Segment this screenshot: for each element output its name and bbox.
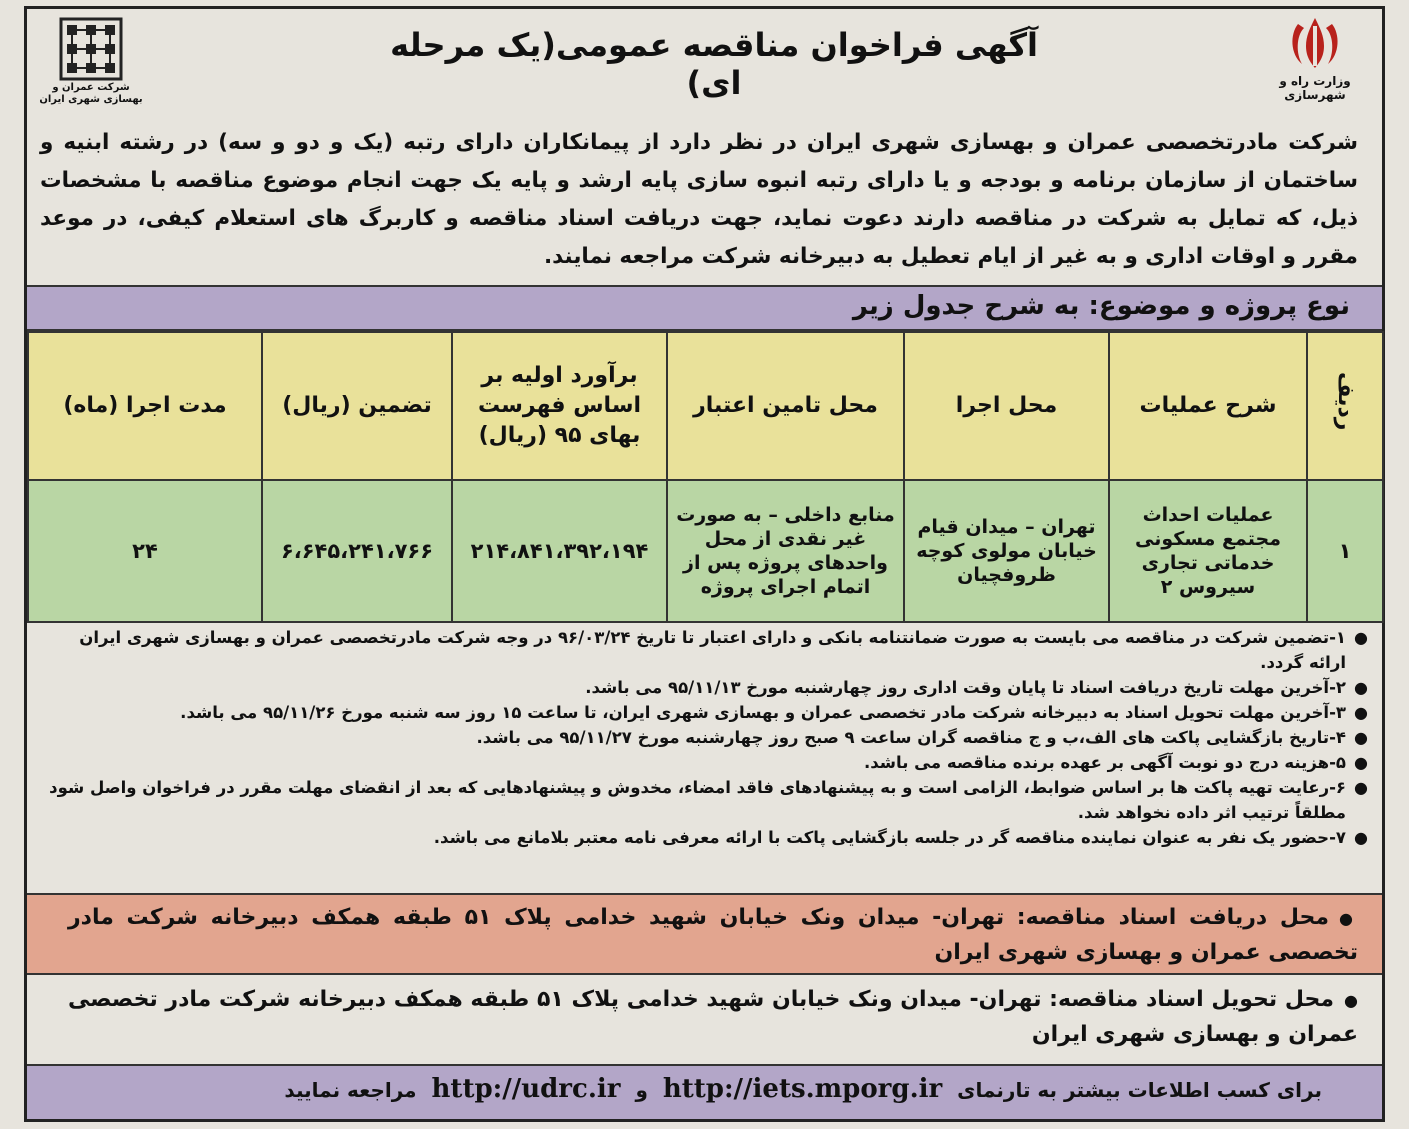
notice-header	[24, 6, 1385, 134]
cell-estimate: ۲۱۴،۸۴۱،۳۹۲،۱۹۴	[452, 480, 667, 622]
header-funding: محل تامین اعتبار	[667, 332, 904, 480]
list-item	[40, 725, 1370, 750]
notice-title: آگهی فراخوان مناقصه عمومی(یک مرحله ای)	[390, 26, 1038, 102]
header-operation: شرح عملیات	[1109, 332, 1307, 480]
header-estimate: برآورد اولیه بر اساس فهرست بهای ۹۵ (ریال)	[452, 332, 667, 480]
list-item	[40, 625, 1370, 675]
deliver-place-text: محل تحویل اسناد مناقصه: تهران- میدان ونک خیابان شهید خدامی پلاک ۵۱ طبقه همکف دبیرخانه شرکت مادر تخصصی عمران و بهسازی شهری ایران	[68, 987, 1358, 1047]
iran-emblem	[1265, 14, 1365, 124]
subject-heading: نوع پروژه و موضوع: به شرح جدول زیر	[852, 291, 1350, 321]
company-name: شرکت عمران و بهسازی شهری ایران	[39, 82, 143, 105]
cell-guarantee: ۶،۶۴۵،۲۴۱،۷۶۶	[262, 480, 452, 622]
footer-line	[284, 1074, 1322, 1104]
bullet-icon: ●	[1354, 728, 1368, 747]
list-item	[40, 825, 1370, 850]
cell-funding: منابع داخلی – به صورت غیر نقدی از محل واحدهای پروژه پس از اتمام اجرای پروژه	[667, 480, 904, 622]
conditions-list	[40, 625, 1370, 850]
footer-suffix: مراجعه نمایید	[284, 1078, 417, 1102]
bullet-icon: ●	[1354, 703, 1368, 722]
list-item	[40, 775, 1370, 825]
website-link-mporg[interactable]: http://iets.mporg.ir	[662, 1074, 943, 1104]
table-row	[28, 480, 1383, 622]
bullet-icon: ●	[1338, 909, 1358, 928]
condition-text: ۳-آخرین مهلت تحویل اسناد به دبیرخانه شرکت مادر تخصصی عمران و بهسازی شهری ایران، تا ساعت ۱۵ روز سه شنبه مورخ ۹۵/۱۱/۲۶ می باشد.	[180, 703, 1346, 722]
deliver-place-box	[27, 977, 1382, 1057]
cell-duration: ۲۴	[28, 480, 262, 622]
receive-place-box	[27, 893, 1382, 975]
condition-text: ۲-آخرین مهلت تاریخ دریافت اسناد تا پایان وقت اداری روز چهارشنبه مورخ ۹۵/۱۱/۱۳ می باشد.	[585, 678, 1346, 697]
company-logo	[36, 16, 146, 126]
list-item	[40, 700, 1370, 725]
bullet-icon: ●	[1354, 778, 1368, 797]
header-duration: مدت اجرا (ماه)	[28, 332, 262, 480]
condition-text: ۵-هزینه درج دو نوبت آگهی بر عهده برنده مناقصه می باشد.	[864, 753, 1346, 772]
header-location: محل اجرا	[904, 332, 1109, 480]
condition-text: ۱-تضمین شرکت در مناقصه می بایست به صورت ضمانتنامه بانکی و دارای اعتبار تا تاریخ ۹۶/۰۳/۲۴ در وجه شرکت مادرتخصصی عمران و بهسازی شهری ایران ارائه گردد.	[79, 628, 1346, 672]
header-row-number: ردیف	[1307, 332, 1383, 480]
bullet-icon: ●	[1354, 828, 1368, 847]
receive-place-text: محل دریافت اسناد مناقصه: تهران- میدان ونک خیابان شهید خدامی پلاک ۵۱ طبقه همکف دبیرخانه شرکت مادر تخصصی عمران و بهسازی شهری ایران	[68, 905, 1358, 965]
condition-text: ۴-تاریخ بازگشایی پاکت های الف،ب و ج مناقصه گران ساعت ۹ صبح روز چهارشنبه مورخ ۹۵/۱۱/۲۷ می باشد.	[476, 728, 1346, 747]
cell-location: تهران – میدان قیام خیابان مولوی کوچه ظروفچیان	[904, 480, 1109, 622]
bullet-icon: ●	[1343, 991, 1358, 1010]
company-logo-icon	[58, 16, 124, 82]
iran-emblem-icon	[1284, 14, 1346, 74]
list-item	[40, 675, 1370, 700]
bullet-icon: ●	[1354, 753, 1368, 772]
projects-table	[27, 331, 1384, 623]
bullet-icon: ●	[1354, 678, 1368, 697]
list-item	[40, 750, 1370, 775]
footer-band	[27, 1064, 1382, 1119]
subject-band	[27, 285, 1382, 331]
header-guarantee: تضمین (ریال)	[262, 332, 452, 480]
ministry-name: وزارت راه و شهرسازی	[1279, 74, 1351, 102]
cell-operation: عملیات احداث مجتمع مسکونی خدماتی تجاری سیروس ۲	[1109, 480, 1307, 622]
condition-text: ۶-رعایت تهیه پاکت ها بر اساس ضوابط، الزامی است و به پیشنهادهای فاقد امضاء، مخدوش و پیشنهادهایی که بعد از انقضای مهلت مقرر در فراخوان واصل شود مطلقاً ترتیب اثر داده نخواهد شد.	[49, 778, 1346, 822]
intro-paragraph: شرکت مادرتخصصی عمران و بهسازی شهری ایران در نظر دارد از پیمانکاران دارای رتبه (یک و دو و سه) در رشته ابنیه و ساختمان از سازمان برنامه و بودجه و یا دارای رتبه انبوه سازی پایه ارشد و پایه یک جهت انجام موضوع مناقصه با مشخصات ذیل، که تمایل به شرکت در مناقصه دارند دعوت نماید، جهت دریافت اسناد مناقصه و کاربرگ های استعلام کیفی، در موعد مقرر و اوقات اداری و به غیر از ایام تعطیل به دبیرخانه شرکت مراجعه نمایند.	[40, 130, 1358, 269]
bullet-icon: ●	[1354, 628, 1368, 647]
table-header-row	[28, 332, 1383, 480]
condition-text: ۷-حضور یک نفر به عنوان نماینده مناقصه گر در جلسه بازگشایی پاکت با ارائه معرفی نامه معتبر بلامانع می باشد.	[433, 828, 1346, 847]
footer-conjunction: و	[635, 1078, 648, 1102]
website-link-udrc[interactable]: http://udrc.ir	[431, 1074, 621, 1104]
cell-row-number: ۱	[1307, 480, 1383, 622]
footer-prefix: برای کسب اطلاعات بیشتر به تارنمای	[957, 1078, 1322, 1102]
